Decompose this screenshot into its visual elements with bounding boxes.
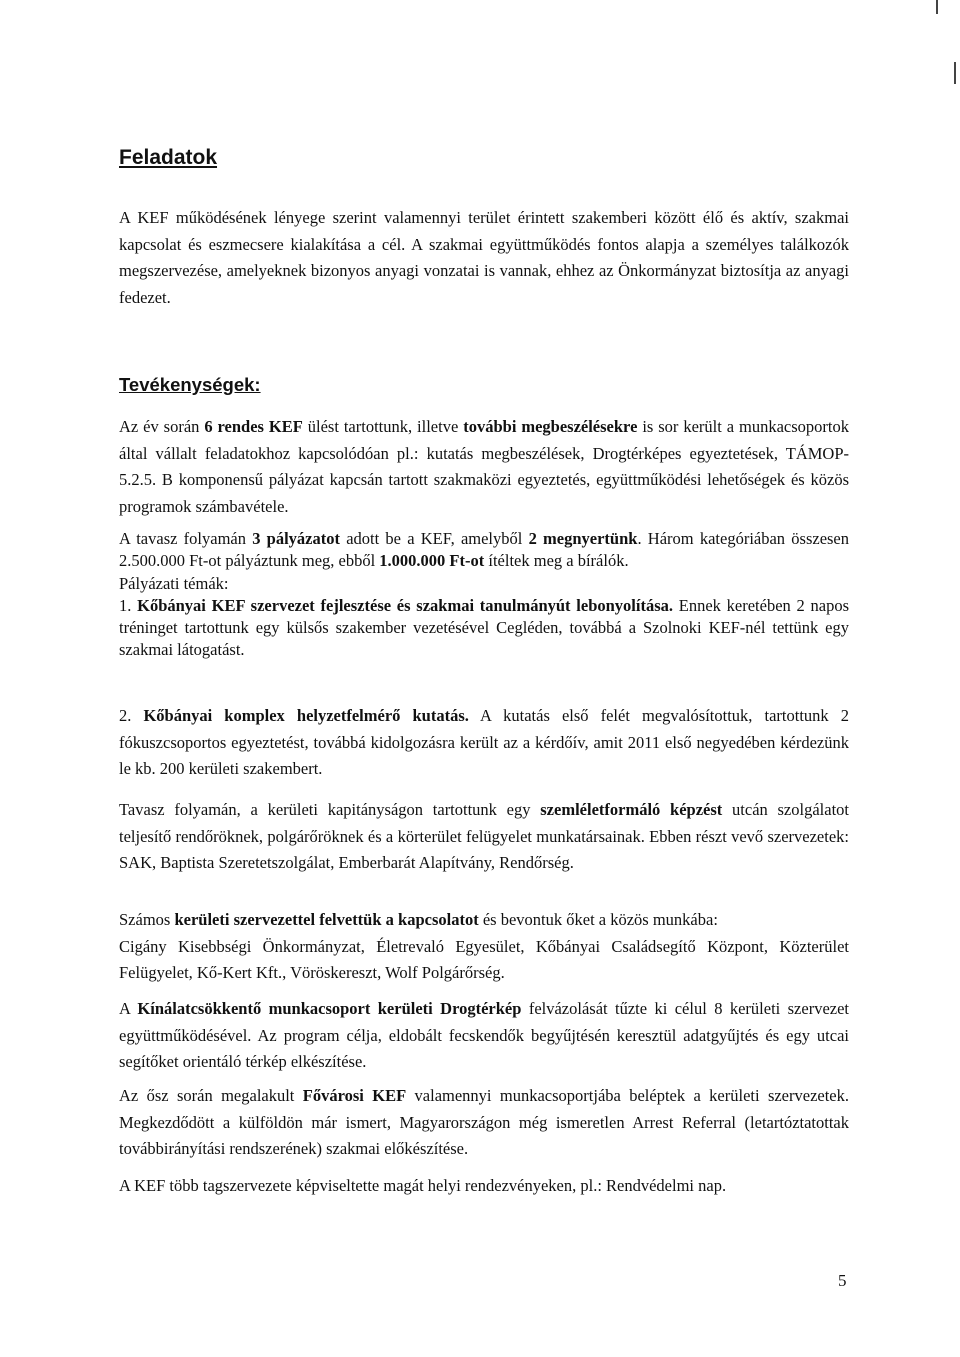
partners-paragraph — [119, 907, 849, 987]
text-span: valamennyi munkacsoportjába beléptek a kerületi szervezetek. Megkezdődött a külföldön már ismert, Magyarországon még ismeretlen Arrest Referral (letartóztatottak továbbirányítási rendszerének) szakmai előkészítése. — [119, 1086, 850, 1159]
bold-span: Kőbányai KEF szervezet fejlesztése és szakmai tanulmányút lebonyolítása. — [137, 595, 674, 615]
bold-span: Kőbányai komplex helyzetfelmérő kutatás. — [143, 706, 469, 725]
scan-mark — [954, 62, 956, 84]
text-span: is sor került a munkacsoportok által vállalt feladatokhoz kapcsolódóan pl.: kutatás megbeszélések, Drogtérképes egyeztetések, TÁMOP- 5.2.5. B komponensű pályázat kapcsán tartott szakmaközi egyeztetés, együttműködési lehetőségek és közös programok számbavétele. — [119, 417, 850, 516]
text-span: A tavasz folyamán — [119, 529, 253, 548]
topic-item-1 — [119, 595, 849, 662]
training-paragraph — [119, 797, 849, 877]
meetings-paragraph — [119, 414, 849, 520]
intro-paragraph — [119, 205, 849, 311]
text-span: Az év során — [119, 417, 205, 436]
topic-item-2 — [119, 703, 849, 783]
drugmap-paragraph — [119, 996, 849, 1076]
bold-span: 6 rendes KEF — [204, 417, 303, 436]
bold-span: 3 pályázatot — [252, 529, 340, 548]
text-span: és bevontuk őket a közös munkába: — [478, 910, 718, 929]
text-span: Tavasz folyamán, a kerületi kapitányságon tartottunk egy — [119, 800, 541, 819]
text-span: ítéltek meg a bírálók. — [484, 551, 629, 571]
bold-span: további megbeszélésekre — [463, 417, 638, 436]
text-span: Ennek keretében 2 napos tréninget tartottunk egy külsős szakember vezetésével Cegléden, továbbá a Szolnoki KEF-nél tettünk egy szakmai látogatást. — [119, 595, 849, 660]
text-span: A — [119, 999, 138, 1018]
text-span: adott be a KEF, amelyből — [340, 529, 529, 548]
bold-span: Kínálatcsökkentő munkacsoport kerületi Drogtérkép — [137, 999, 522, 1018]
bold-span: kerületi szervezettel felvettük a kapcsolatot — [174, 910, 479, 929]
text-span: Az ősz során megalakult — [119, 1086, 303, 1105]
bold-span: szemléletformáló képzést — [540, 800, 723, 819]
text-span: ülést tartottunk, illetve — [302, 417, 464, 436]
text-span: 2. — [119, 706, 144, 725]
text-span: Számos — [119, 910, 175, 929]
bold-span: 2 megnyertünk — [528, 529, 638, 548]
capital-kef-paragraph — [119, 1083, 849, 1163]
text-span: . Három kategóriában összesen 2.500.000 Ft-ot pályáztunk meg, ebből — [119, 529, 850, 571]
bold-span: 1.000.000 Ft-ot — [379, 551, 485, 571]
text-span: 1. — [119, 595, 138, 615]
events-text: A KEF több tagszervezete képviseltette magát helyi rendezvényeken, pl.: Rendvédelmi nap. — [119, 1176, 727, 1195]
topics-label: Pályázati témák: — [119, 573, 229, 593]
intro-text: A KEF működésének lényege szerint valamennyi terület érintett szakemberi között élő és aktív, szakmai kapcsolat és eszmecsere kialakítása a cél. A szakmai együttműködés fontos alapja a személyes találkozók megszervezése, amelyeknek bizonyos anyagi vonzatai is vannak, ehhez az Önkormányzat biztosítja az anyagi fedezet. — [119, 208, 849, 307]
bold-span: Fővárosi KEF — [302, 1086, 407, 1105]
page-heading: Feladatok — [119, 146, 218, 169]
page-number: 5 — [838, 1271, 847, 1290]
events-paragraph — [119, 1173, 849, 1200]
text-span: utcán szolgálatot teljesítő rendőröknek, polgárőröknek és a körterület felügyelet munkatársainak. Ebben részt vevő szervezetek: SAK, Baptista Szeretetszolgálat, Emberbarát Alapítvány, Rendőrség. — [119, 800, 849, 873]
partners-list: Cigány Kisebbségi Önkormányzat, Életrevaló Egyesület, Kőbányai Családsegítő Központ, Közterület Felügyelet, Kő-Kert Kft., Vöröskereszt, Wolf Polgárőrség. — [119, 936, 849, 983]
tenders-paragraph — [119, 528, 849, 662]
text-span: A kutatás első felét megvalósítottuk, tartottunk 2 fókuszcsoportos egyeztetést, továbbá kidolgozásra került az a kérdőív, amit 2011 első negyedében kérdezünk le kb. 200 kerületi szakembert. — [119, 706, 849, 779]
scan-mark — [936, 0, 938, 14]
text-span: felvázolását tűzte ki célul 8 kerületi szervezet együttműködésével. Az program célja, eldobált fecskendők begyűjtésén keresztül adatgyűjtés és egy utcai segítőket orientáló térkép elkészítése. — [119, 999, 850, 1072]
section-subheading: Tevékenységek: — [119, 374, 261, 395]
